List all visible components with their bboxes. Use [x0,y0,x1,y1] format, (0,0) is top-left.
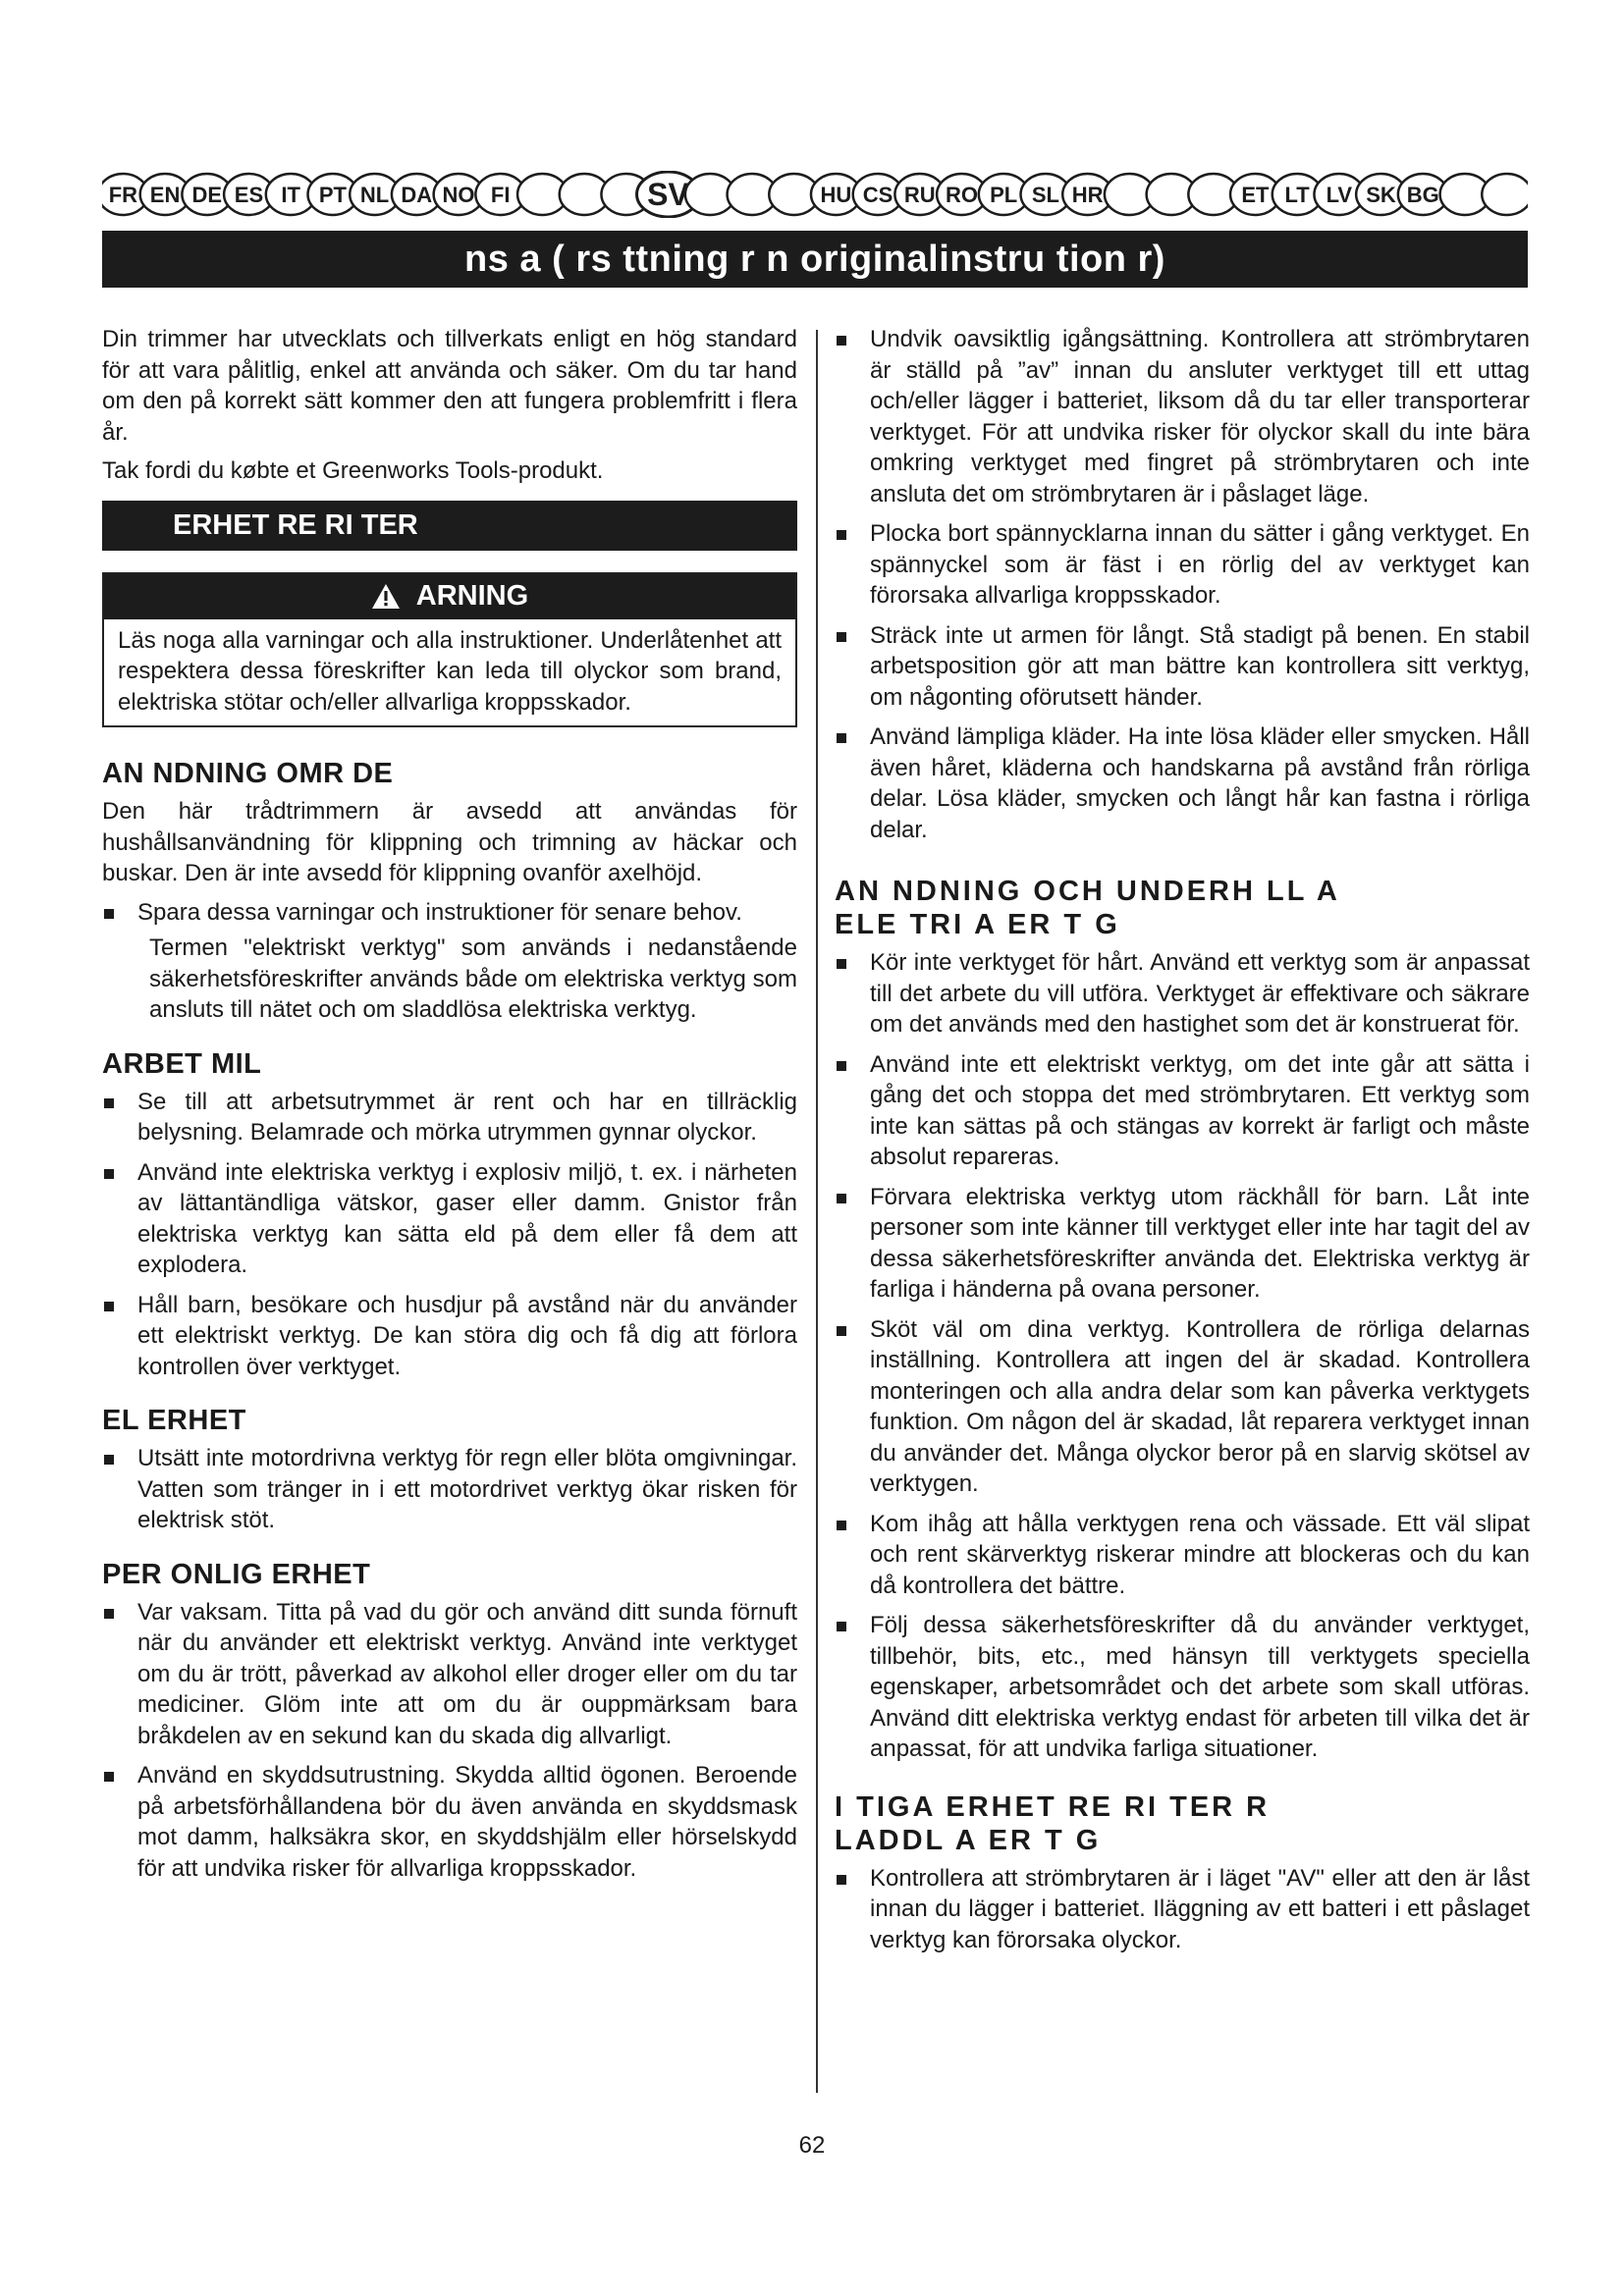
list-item: Använd inte ett elektriskt verktyg, om det inte går att sätta i gång det och stoppa det med strömbrytaren. Ett verktyg som inte kan sättas på och stängas av korrekt är farligt och måste absolut repareras. [835,1049,1530,1173]
bullet-square-icon [104,909,114,919]
language-code-label: PT [318,183,347,207]
language-code-label: PL [990,183,1018,207]
bullet-square-icon [837,1061,846,1071]
bullet-square-icon [104,1609,114,1619]
language-code-label: LT [1284,183,1310,207]
list-item: Var vaksam. Titta på vad du gör och använd ditt sunda förnuft när du använder ett elektriskt verktyg. Använd inte verktyget om du är trött, påverkad av alkohol eller droger eller om du tar mediciner. Glöm inte att om du är ouppmärksam bara bråkdelen av en sekund kan du skada dig allvarligt. [102,1597,797,1752]
work-area-heading: ARBET MIL [102,1047,262,1080]
intro-thanks: Tak fordi du købte et Greenworks Tools-produkt. [102,457,604,484]
intro-paragraph: Din trimmer har utvecklats och tillverkats enligt en hög standard för att vara pålitlig, enkel att använda och säker. Om du tar hand om den på korrekt sätt kommer den att fungera problemfritt i flera år. [102,326,797,446]
usage-list [102,897,797,929]
warning-box [102,572,797,728]
list-item: Sträck inte ut armen för långt. Stå stadigt på benen. En stabil arbetsposition gör att man bättre kan kontrollera sitt verktyg, om någonting oförutsett händer. [835,620,1530,714]
language-code-label: BG [1406,183,1439,207]
language-code-label: SL [1031,183,1059,207]
maintenance-heading: AN NDNING OCH UNDERH LL A ELE TRI A ER T G [835,876,1340,940]
language-code-label: FR [108,183,138,207]
bullet-square-icon [837,1875,846,1885]
usage-heading: AN NDNING OMR DE [102,758,394,789]
list-item: Använd en skyddsutrustning. Skydda alltid ögonen. Beroende på arbetsförhållandena bör du även använda en skyddsmask mot damm, halksäkra skor, en skyddshjälm eller hörselskydd för att undvika risker för allvarliga kroppsskador. [102,1760,797,1884]
list-item: Använd inte elektriska verktyg i explosiv miljö, t. ex. i närheten av lättantändliga vätskor, gaser eller damm. Gnistor från elektriska verktyg kan sätta eld på dem eller få dem att explodera. [102,1157,797,1281]
list-item: Utsätt inte motordrivna verktyg för regn eller blöta omgivningar. Vatten som tränger in i ett motordrivet verktyg ökar risken för elektrisk stöt. [102,1443,797,1536]
list-item: Följ dessa säkerhetsföreskrifter då du använder verktyget, tillbehör, bits, etc., med hänsyn till verktygets speciella egenskaper, arbetsområdet och det arbete som skall utföras. Använd ditt elektriska verktyg endast för arbeten till vilka det är anpassat, för att undvika farliga situationer. [835,1610,1530,1765]
language-code-label: HR [1071,183,1104,207]
personal-safety-heading: PER ONLIG ERHET [102,1558,371,1590]
right-column [835,324,1530,1964]
bullet-square-icon [837,1194,846,1203]
left-column [102,324,797,1893]
bullet-square-icon [837,632,846,642]
work-area-list [102,1087,797,1383]
list-item: Använd lämpliga kläder. Ha inte lösa kläder eller smycken. Håll även håret, kläderna och handskarna på avstånd från rörliga delar. Lösa kläder, smycken och långt hår kan fastna i rörliga delar. [835,721,1530,845]
language-code-label: DE [191,183,223,207]
list-item: Kom ihåg att hålla verktygen rena och vässade. Ett väl slipat och rent skärverktyg riskerar mindre att blockeras och du kan då kontrollera det bättre. [835,1509,1530,1602]
bullet-square-icon [104,1302,114,1311]
bullet-square-icon [837,959,846,969]
page-number: 62 [798,2132,826,2159]
bullet-square-icon [837,733,846,743]
bullet-square-icon [837,1521,846,1530]
personal-safety-continued-list [835,324,1530,845]
bullet-square-icon [104,1772,114,1782]
language-code-label: RU [903,183,936,207]
list-item: Undvik oavsiktlig igångsättning. Kontrollera att strömbrytaren är ställd på ”av” innan du ansluter verktyget till ett uttag och/eller lägger i batteriet, liksom då du tar eller transporterar verktyget. För att undvika risker för olyckor skall du inte bära omkring verktyget med fingret på strömbrytaren och inte ansluta det om strömbrytaren är i påslaget läge. [835,324,1530,509]
language-code-label: CS [862,183,893,207]
safety-rules-heading: ERHET RE RI TER [102,501,797,551]
bullet-square-icon [837,1622,846,1631]
language-code-label: FI [490,183,511,207]
list-item: Plocka bort spännycklarna innan du sätter i gång verktyget. En spännyckel som är fäst i en rörlig del av verktyget kan förorsaka allvarliga kroppsskador. [835,518,1530,612]
list-item: Håll barn, besökare och husdjur på avstånd när du använder ett elektriskt verktyg. De kan störa dig och få dig att förlora kontrollen över verktyget. [102,1290,797,1383]
list-item: Spara dessa varningar och instruktioner för senare behov. [102,897,797,929]
list-item: Kontrollera att strömbrytaren är i läget "AV" eller att den är låst innan du lägger i batteriet. Iläggning av ett batteri i ett påslaget verktyg kan förorsaka olyckor. [835,1863,1530,1956]
warning-header [104,574,795,619]
language-code-label: SV [647,177,689,212]
list-item: Sköt väl om dina verktyg. Kontrollera de rörliga delarnas inställning. Kontrollera att ingen del är skadad. Kontrollera monteringen och alla andra delar som kan påverka verktygets funktion. Om någon del är skadad, låt reparera verktyget innan du använder det. Många olyckor beror på en slarvig skötsel av verktygen. [835,1314,1530,1500]
language-code-label: ES [234,183,264,207]
language-code-label: NL [359,183,390,207]
electric-safety-heading: EL ERHET [102,1405,246,1436]
bullet-square-icon [837,336,846,346]
usage-note: Termen "elektriskt verktyg" som används i nedanstående säkerhetsföreskrifter används både om elektriska verktyg som ansluts till nätet och om sladdlösa elektriska verktyg. [149,934,797,1023]
warning-triangle-icon [371,583,401,610]
bullet-square-icon [104,1169,114,1179]
cordless-safety-heading: I TIGA ERHET RE RI TER R LADDL A ER T G [835,1790,1271,1856]
language-code-label: IT [281,183,300,207]
page-title: ns a ( rs ttning r n originalinstru tion r) [102,231,1528,288]
language-code-label: DA [401,183,433,207]
language-code-label: ET [1241,183,1270,207]
warning-text: Läs noga alla varningar och alla instruktioner. Underlåtenhet att respektera dessa föreskrifter kan leda till olyckor som brand, elektriska stötar och/eller allvarliga kroppsskador. [118,626,782,716]
language-code-label: SK [1366,183,1396,207]
bullet-square-icon [104,1455,114,1465]
personal-safety-list [102,1597,797,1885]
language-code-label: RO [945,183,978,207]
language-code-label: NO [442,183,475,207]
maintenance-list [835,947,1530,1765]
column-divider [816,330,818,2093]
warning-title: ARNING [415,580,529,612]
list-item: Kör inte verktyget för hårt. Använd ett verktyg som är anpassat till det arbete du vill utföra. Verktyget är effektivare och säkrare om det används med den hastighet som det är konstruerat för. [835,947,1530,1041]
list-item: Se till att arbetsutrymmet är rent och har en tillräcklig belysning. Belamrade och mörka utrymmen gynnar olyckor. [102,1087,797,1148]
bullet-square-icon [837,530,846,540]
bullet-square-icon [837,1326,846,1336]
language-oval [1482,174,1528,215]
language-indicator-strip [102,171,1528,218]
electric-safety-list [102,1443,797,1536]
language-code-label: EN [149,183,181,207]
language-code-label: LV [1326,183,1353,207]
language-code-label: HU [820,183,852,207]
bullet-square-icon [104,1098,114,1108]
cordless-safety-list [835,1863,1530,1956]
usage-text: Den här trådtrimmern är avsedd att användas för hushållsanvändning för klippning och trimning av häckar och buskar. Den är inte avsedd för klippning ovanför axelhöjd. [102,798,797,886]
list-item: Förvara elektriska verktyg utom räckhåll för barn. Låt inte personer som inte känner till verktyget eller inte har tagit del av dessa säkerhetsföreskrifter använda det. Elektriska verktyg är farliga i händerna på ovana personer. [835,1182,1530,1306]
